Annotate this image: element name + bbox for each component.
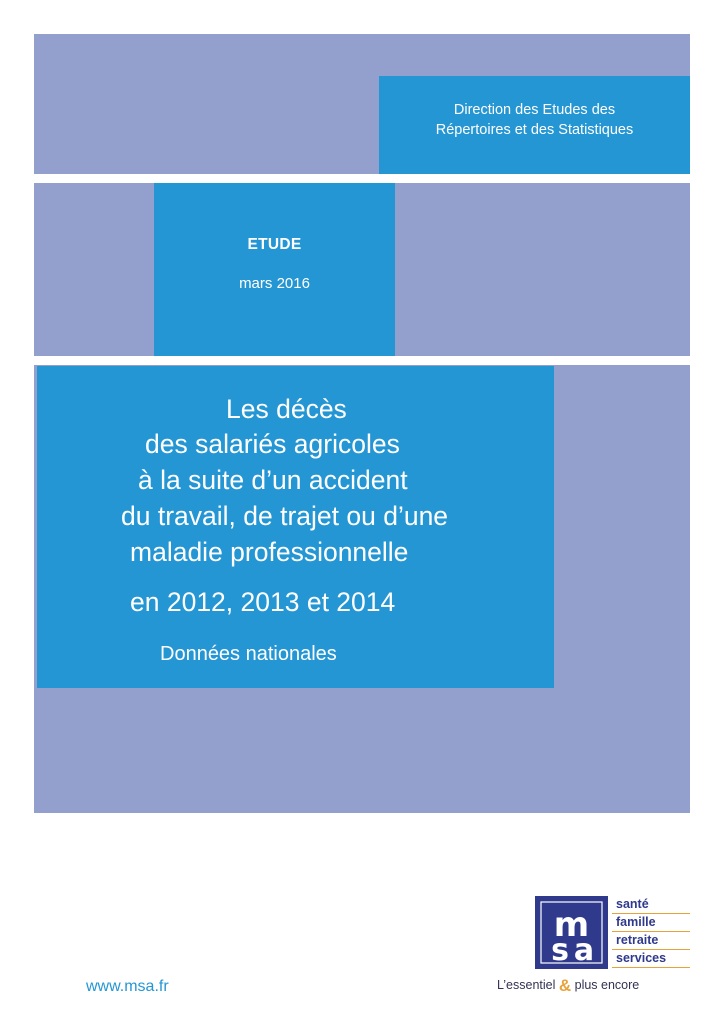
tagline-ampersand: & (558, 976, 572, 995)
title-line-2: des salariés agricoles (145, 429, 400, 459)
study-box (154, 183, 395, 356)
logo-tagline (497, 976, 639, 996)
msa-logo-mark-icon (535, 896, 608, 969)
title-line-5: maladie professionnelle (130, 537, 409, 567)
title-line-6: en 2012, 2013 et 2014 (130, 587, 396, 617)
title-line-3: à la suite d’un accident (138, 465, 408, 495)
tagline-part-1: L’essentiel (497, 978, 556, 992)
svg-text:m: m (553, 905, 590, 945)
svg-text:s: s (551, 933, 569, 968)
logo-word-retraite: retraite (612, 932, 690, 950)
logo-words (612, 896, 690, 968)
logo-word-famille: famille (612, 914, 690, 932)
title-line-1: Les décès (226, 394, 347, 424)
subtitle: Données nationales (160, 643, 337, 665)
department-line-1: Direction des Etudes des (453, 102, 616, 118)
logo-word-sante: santé (612, 896, 690, 914)
department-box (379, 76, 690, 174)
study-date: mars 2016 (239, 275, 310, 292)
logo-word-services: services (612, 950, 690, 968)
title-box (37, 366, 554, 688)
study-label: ETUDE (247, 236, 302, 253)
tagline-part-2: plus encore (574, 978, 640, 992)
msa-logo (497, 896, 690, 996)
website-link[interactable]: www.msa.fr (86, 978, 169, 995)
department-line-2: Répertoires et des Statistiques (435, 122, 634, 138)
svg-text:a: a (573, 933, 595, 968)
title-line-4: du travail, de trajet ou d’une (121, 501, 449, 531)
